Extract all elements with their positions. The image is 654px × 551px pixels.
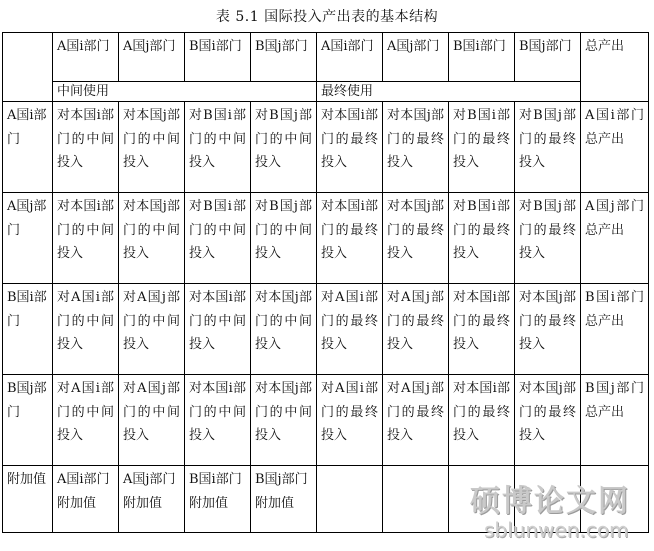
table-cell: 对本国j部门的最终投入 [383, 193, 449, 284]
table-cell: 对B国i部门的中间投入 [185, 193, 251, 284]
table-cell: B国j部门总产出 [581, 375, 649, 466]
table-cell: 对本国j部门的中间投入 [251, 284, 317, 375]
row-header: B国i部门 [3, 284, 53, 375]
column-header: A国i部门 [53, 33, 119, 82]
group-header-final-use: 最终使用 [317, 82, 581, 102]
table-row [3, 193, 649, 284]
input-output-table [2, 32, 649, 533]
table-cell: B国i部门总产出 [581, 284, 649, 375]
table-cell: 对B国i部门的最终投入 [449, 102, 515, 193]
group-header-intermediate-use: 中间使用 [53, 82, 317, 102]
table-cell: 对本国j部门的中间投入 [119, 193, 185, 284]
row-header-value-added: 附加值 [3, 466, 53, 533]
corner-cell [3, 33, 53, 102]
table-cell: 对本国i部门的中间投入 [53, 102, 119, 193]
row-header: A国j部门 [3, 193, 53, 284]
table-cell: 对本国i部门的最终投入 [449, 284, 515, 375]
table-cell: 对A国j部门的最终投入 [383, 375, 449, 466]
watermark [462, 474, 652, 550]
row-header: A国i部门 [3, 102, 53, 193]
table-cell: 对A国j部门的最终投入 [383, 284, 449, 375]
table-cell: 对B国i部门的中间投入 [185, 102, 251, 193]
table-cell: 对B国j部门的最终投入 [515, 102, 581, 193]
table-cell: 对本国i部门的中间投入 [185, 284, 251, 375]
table-cell: 对A国i部门的中间投入 [53, 375, 119, 466]
table-cell: 对本国i部门的中间投入 [53, 193, 119, 284]
column-header: B国j部门 [515, 33, 581, 82]
column-header-total-output: 总产出 [581, 33, 649, 102]
table-cell: 对B国j部门的中间投入 [251, 102, 317, 193]
column-header: B国i部门 [449, 33, 515, 82]
table-cell: 对A国i部门的最终投入 [317, 375, 383, 466]
column-header: A国i部门 [317, 33, 383, 82]
table-cell: 对本国i部门的中间投入 [185, 375, 251, 466]
table-row [3, 284, 649, 375]
column-header: A国j部门 [119, 33, 185, 82]
table-cell: A国j部门附加值 [119, 466, 185, 533]
table-cell: 对B国j部门的中间投入 [251, 193, 317, 284]
table-cell: 对A国i部门的最终投入 [317, 284, 383, 375]
header-row [3, 33, 649, 82]
table-cell: B国i部门附加值 [185, 466, 251, 533]
table-row [3, 375, 649, 466]
table-cell: 对A国i部门的中间投入 [53, 284, 119, 375]
column-header: B国i部门 [185, 33, 251, 82]
watermark-url: sblunwen.com [484, 518, 629, 542]
column-header: A国j部门 [383, 33, 449, 82]
table-cell: 对本国i部门的最终投入 [317, 193, 383, 284]
row-header: B国j部门 [3, 375, 53, 466]
group-header-row [3, 82, 649, 102]
table-cell [317, 466, 383, 533]
table-cell: 对本国j部门的最终投入 [515, 375, 581, 466]
table-cell: 对本国j部门的最终投入 [515, 284, 581, 375]
table-cell: B国j部门附加值 [251, 466, 317, 533]
table-row [3, 102, 649, 193]
table-cell: 对B国j部门的最终投入 [515, 193, 581, 284]
table-cell: A国i部门附加值 [53, 466, 119, 533]
table-cell: 对本国i部门的最终投入 [449, 375, 515, 466]
table-cell: A国i部门总产出 [581, 102, 649, 193]
watermark-title: 硕博论文网 [470, 484, 630, 519]
table-cell: 对本国j部门的最终投入 [383, 102, 449, 193]
table-cell: A国j部门总产出 [581, 193, 649, 284]
table-cell: 对本国i部门的最终投入 [317, 102, 383, 193]
table-cell: 对本国j部门的中间投入 [251, 375, 317, 466]
table-cell: 对B国i部门的最终投入 [449, 193, 515, 284]
table-cell: 对A国j部门的中间投入 [119, 284, 185, 375]
column-header: B国j部门 [251, 33, 317, 82]
table-caption: 表 5.1 国际投入产出表的基本结构 [215, 9, 439, 25]
table-cell: 对A国j部门的中间投入 [119, 375, 185, 466]
table-cell [383, 466, 449, 533]
table-cell: 对本国j部门的中间投入 [119, 102, 185, 193]
